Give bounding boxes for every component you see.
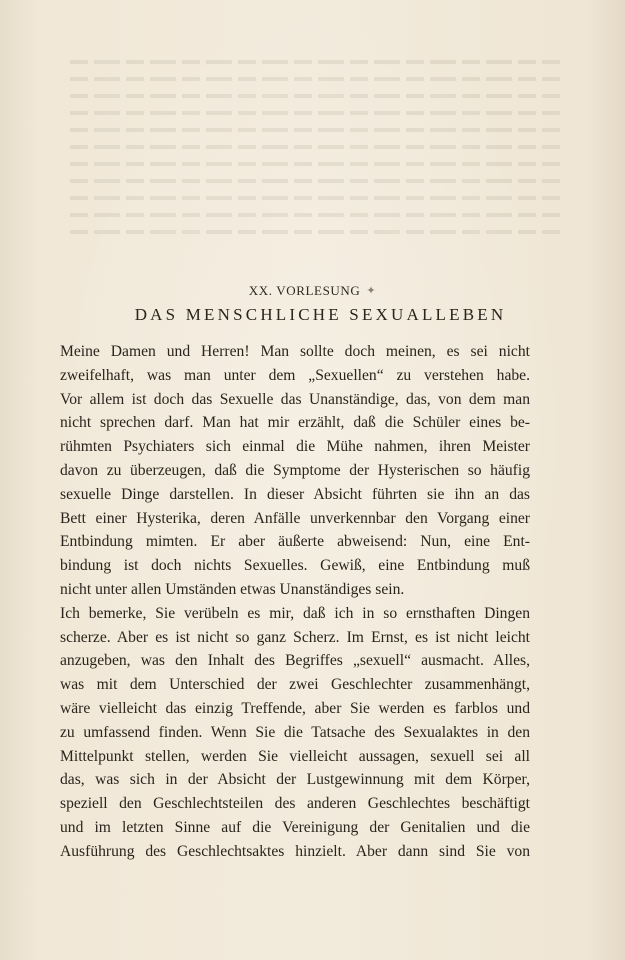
text-line: was mit dem Unterschied der zwei Geschlechter zusammenhängt, <box>60 676 530 694</box>
text-line: Ich bemerke, Sie verübeln es mir, daß ich in so ernsthaften Dingen <box>60 604 530 622</box>
text-line: und im letzten Sinne auf die Vereinigung der Genitalien und die <box>60 818 530 836</box>
text-line: zu umfassend finden. Wenn Sie die Tatsache des Sexualaktes in den <box>60 723 530 741</box>
text-line: zweifelhaft, was man unter dem „Sexuellen“ zu verstehen habe. <box>60 366 530 384</box>
text-line: anzugeben, was den Inhalt des Begriffes „sexuell“ ausmacht. Alles, <box>60 652 530 670</box>
text-line: Bett einer Hysterika, deren Anfälle unverkennbar den Vorgang einer <box>60 509 530 527</box>
text-line: Mittelpunkt stellen, werden Sie vielleicht aussagen, sexuell sei all <box>60 747 530 765</box>
text-line: speziell den Geschlechtsteilen des anderen Geschlechtes beschäftigt <box>60 795 530 813</box>
text-line: nicht sprechen darf. Man hat mir erzählt, daß die Schüler eines be- <box>60 414 530 432</box>
text-line: scherze. Aber es ist nicht so ganz Scherz. Im Ernst, es ist nicht leicht <box>60 628 530 646</box>
text-line: nicht unter allen Umständen etwas Unanständiges sein. <box>60 580 405 598</box>
lecture-number <box>0 283 625 299</box>
text-line: das, was sich in der Absicht der Lustgewinnung mit dem Körper, <box>60 771 530 789</box>
ink-mark-icon: ✦ <box>366 285 377 297</box>
text-line: sexuelle Dinge darstellen. In dieser Absicht führten sie ihn an das <box>60 485 530 503</box>
text-line: Vor allem ist doch das Sexuelle das Unanständige, das, von dem man <box>60 390 530 408</box>
chapter-title: DAS MENSCHLICHE SEXUALLEBEN <box>134 305 507 324</box>
text-line: rühmten Psychiaters sich einmal die Mühe nahmen, ihren Meister <box>60 438 530 456</box>
text-line: Ausführung des Geschlechtsaktes hinzielt. Aber dann sind Sie von <box>60 842 530 860</box>
text-line: davon zu überzeugen, daß die Symptome der Hysterischen so häufig <box>60 461 530 479</box>
body-text <box>60 340 530 864</box>
text-line: wäre vielleicht das einzig Treffende, aber Sie werden es farblos und <box>60 699 530 717</box>
text-line: Meine Damen und Herren! Man sollte doch meinen, es sei nicht <box>60 343 530 360</box>
text-line: bindung ist doch nichts Sexuelles. Gewiß, eine Entbindung muß <box>60 557 530 575</box>
text-line: Entbindung mimten. Er aber äußerte abweisend: Nun, eine Ent- <box>60 533 530 551</box>
reverse-page-show-through <box>70 60 560 250</box>
lecture-number-text: XX. VORLESUNG <box>248 283 361 298</box>
